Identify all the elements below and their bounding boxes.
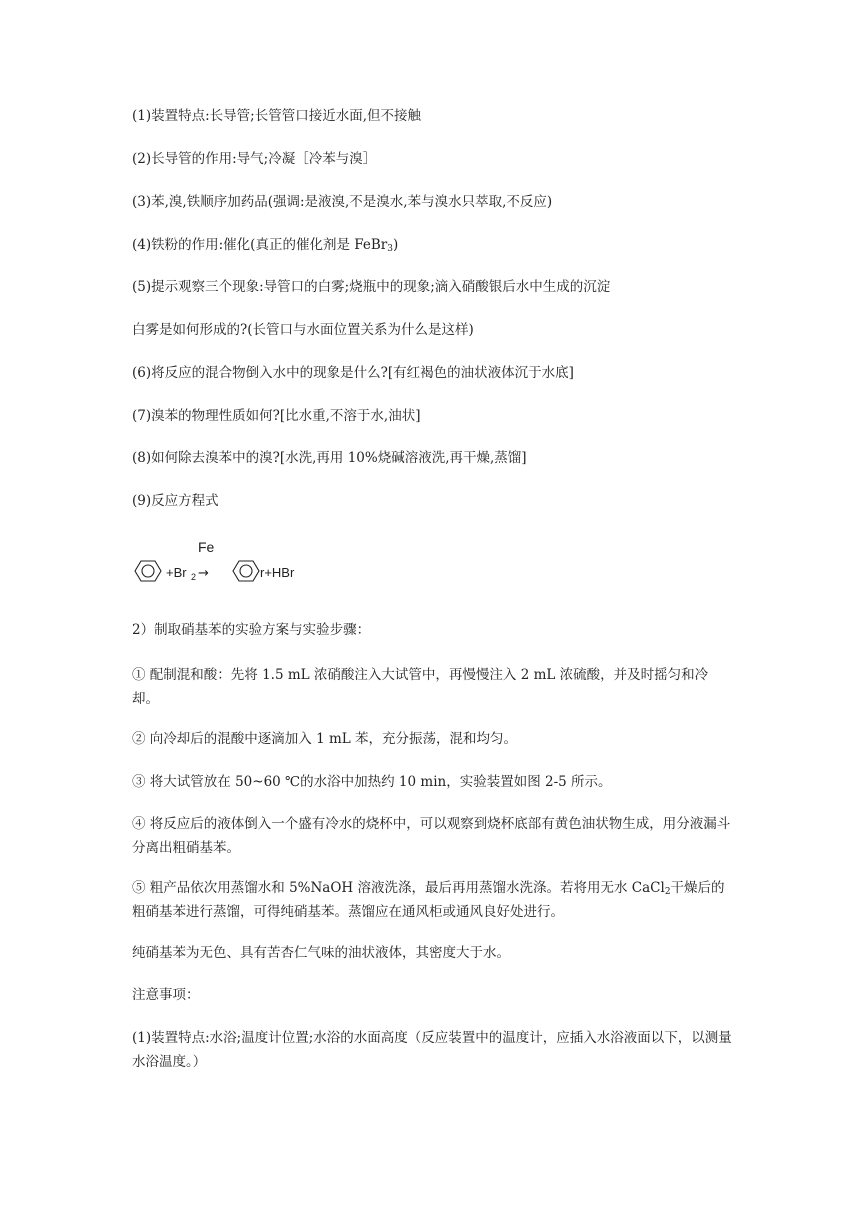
equation-product: r+HBr <box>260 565 295 580</box>
equation-catalyst: Fe <box>198 539 215 555</box>
step-4: ④ 将反应后的液体倒入一个盛有冷水的烧杯中，可以观察到烧杯底部有黄色油状物生成，用分液漏斗分离出粗硝基苯。 <box>132 816 731 856</box>
equation-bromine-subscript: 2 <box>191 572 197 582</box>
line-7: (6)将反应的混合物倒入水中的现象是什么?[有红褐色的油状液体沉于水底] <box>132 365 574 381</box>
line-5: (5)提示观察三个现象:导管口的白雾;烧瓶中的现象;滴入硝酸银后水中生成的沉淀 <box>132 279 611 295</box>
reaction-equation <box>132 536 300 592</box>
febr-subscript: 3 <box>387 244 393 254</box>
line-3: (3)苯,溴,铁顺序加药品(强调:是液溴,不是溴水,苯与溴水只萃取,不反应) <box>132 194 553 210</box>
step-5 <box>132 876 732 924</box>
notes-heading: 注意事项： <box>132 987 200 1003</box>
line-4-tail: ) <box>392 237 399 253</box>
line-8: (7)溴苯的物理性质如何?[比水重,不溶于水,油状] <box>132 408 421 424</box>
section-title-nitrobenzene: 2）制取硝基苯的实验方案与实验步骤： <box>132 622 371 638</box>
line-4-text: (4)铁粉的作用:催化(真正的催化剂是 FeBr <box>132 237 388 253</box>
step-5-text: ⑤ 粗产品依次用蒸馏水和 5%NaOH 溶液洗涤，最后再用蒸馏水洗涤。若将用无水 CaCl <box>132 880 665 896</box>
step-2: ② 向冷却后的混酸中逐滴加入 1 mL 苯，充分振荡，混和均匀。 <box>132 731 518 747</box>
line-6: 白雾是如何形成的?(长管口与水面位置关系为什么是这样) <box>132 322 474 338</box>
bromobenzene-ring-icon <box>233 561 259 581</box>
line-10: (9)反应方程式 <box>132 493 219 509</box>
line-2: (2)长导管的作用:导气;冷凝［冷苯与溴］ <box>132 151 377 167</box>
nitrobenzene-property: 纯硝基苯为无色、具有苦杏仁气味的油状液体，其密度大于水。 <box>132 945 510 961</box>
equation-bromine: +Br <box>166 565 187 580</box>
line-1: (1)装置特点:长导管;长管管口接近水面,但不接触 <box>132 108 422 124</box>
step-1: ① 配制混和酸：先将 1.5 mL 浓硝酸注入大试管中，再慢慢注入 2 mL 浓硫酸，并及时摇匀和冷却。 <box>132 667 709 707</box>
line-4 <box>132 233 732 257</box>
step-5-tail: 干燥后的粗硝基苯进行蒸馏，可得纯硝基苯。蒸馏应在通风柜或通风良好处进行。 <box>132 880 725 920</box>
line-9: (8)如何除去溴苯中的溴?[水洗,再用 10%烧碱溶液洗,再干燥,蒸馏] <box>132 450 527 466</box>
benzene-ring-icon <box>135 561 161 581</box>
equation-arrow: → <box>198 566 209 581</box>
note-1: (1)装置特点:水浴;温度计位置;水浴的水面高度（反应装置中的温度计，应插入水浴液面以下，以测量水浴温度。） <box>132 1030 732 1070</box>
step-3: ③ 将大试管放在 50~60 ℃的水浴中加热约 10 min，实验装置如图 2-5 所示。 <box>132 774 612 790</box>
cacl-subscript: 2 <box>664 887 671 897</box>
